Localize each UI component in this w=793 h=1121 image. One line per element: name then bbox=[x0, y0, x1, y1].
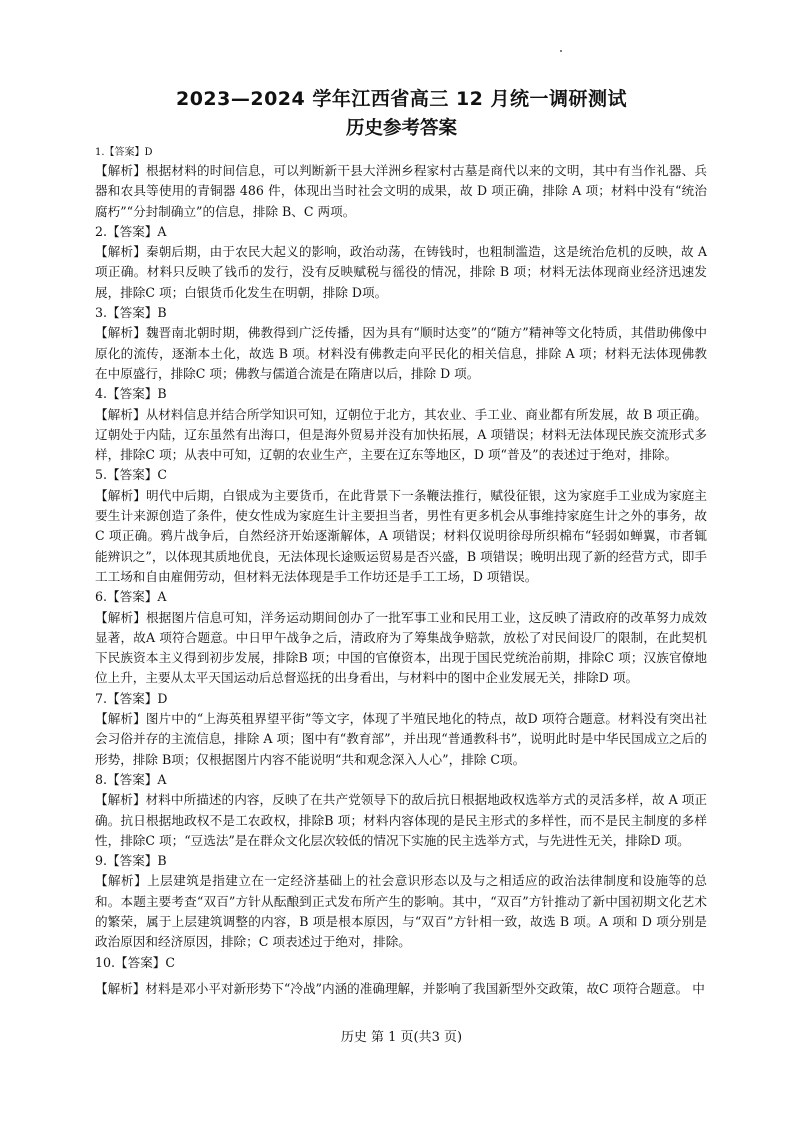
analysis-text: 【解析】秦朝后期，由于农民大起义的影响，政治动荡，在铸钱时，也粗制滥造，这是统治危机的反映，故 A 项正确。材料只反映了钱币的发行，没有反映赋税与徭役的情况，排除 B 项；材料无法体现商业经济迅速发展，排除C 项；白银货币化发生在明朝，排除 D项。 bbox=[95, 244, 707, 300]
answer-label: 2.【答案】A bbox=[95, 223, 167, 239]
answer-label: 4.【答案】B bbox=[95, 386, 167, 402]
analysis-text: 【解析】图片中的“上海英租界望平街”等文字，体现了半殖民地化的特点，故D 项符合题意。材料没有突出社会习俗并存的主流信息，排除 A 项；图中有“教育部”，并出现“普通教科书”，说明此时是中华民国成立之后的形势，排除 B项；仅根据图片内容不能说明“共和观念深入人心”，排除 C项。 bbox=[95, 711, 707, 767]
answer-label: 3.【答案】B bbox=[95, 305, 167, 321]
analysis-text: 【解析】从材料信息并结合所学知识可知，辽朝位于北方，其农业、手工业、商业都有所发展，故 B 项正确。辽朝处于内陆，辽东虽然有出海口，但是海外贸易并没有加快拓展，A 项错误；材料无法体现民族交流形式多样，排除C 项；从表中可知，辽朝的农业生产，主要在辽东等地区，D 项“普及”的表述过于绝对，排除。 bbox=[95, 406, 707, 463]
analysis-text: 【解析】明代中后期，白银成为主要货币，在此背景下一条鞭法推行，赋役征银，这为家庭手工业成为家庭主要生计来源创造了条件，使女性成为家庭生计主要担当者，男性有更多机会从事维持家庭生计之外的事务，故C 项正确。鸦片战争后，自然经济开始逐渐解体，A 项错误；材料仅说明徐母所织棉布“轻弱如蝉翼，市者辄能辨识之”，以体现其质地优良，无法体现长途贩运贸易是否兴盛，B 项错误；晚明出现了新的经营方式，即手工工场和自由雇佣劳动，但材料无法体现是手工作坊还是手工工场，D 项错误。 bbox=[95, 487, 707, 584]
analysis-text: 【解析】材料是邓小平对新形势下“冷战”内涵的准确理解，并影响了我国新型外交政策，故C 项符合题意。 中 bbox=[95, 980, 705, 996]
analysis-text: 【解析】根据图片信息可知，洋务运动期间创办了一批军事工业和民用工业，这反映了清政府的改革努力成效显著，故A 项符合题意。中日甲午战争之后，清政府为了筹集战争赔款，放松了对民间设厂的限制，在此契机下民族资本主义得到初步发展，排除B 项；中国的官僚资本，出现于国民党统治前期，排除C 项；汉族官僚地位上升，主要从太平天国运动后总督巡抚的出身看出，与材料中的图中企业发展无关，排除D 项。 bbox=[95, 609, 707, 686]
answer-label: 6.【答案】A bbox=[95, 589, 167, 605]
answer-label: 5.【答案】C bbox=[95, 467, 168, 483]
analysis-text: 【解析】魏晋南北朝时期，佛教得到广泛传播，因为具有“顺时达变”的“随方”精神等文化特质，其借助佛像中原化的流传，逐渐本土化，故选 B 项。材料没有佛教走向平民化的相关信息，排除 A 项；材料无法体现佛教在中原盛行，排除C 项；佛教与儒道合流是在隋唐以后，排除 D 项。 bbox=[95, 325, 707, 381]
analysis-text: 【解析】材料中所描述的内容，反映了在共产党领导下的敌后抗日根据地政权选举方式的灵活多样，故 A 项正确。抗日根据地政权不是工农政权，排除B 项；材料内容体现的是民主形式的多样性，而不是民主制度的多样性，排除C 项；“豆选法”是在群众文化层次较低的情况下实施的民主选举方式，与先进性无关，排除D 项。 bbox=[95, 792, 707, 848]
analysis-text: 【解析】根据材料的时间信息，可以判断新干县大洋洲乡程家村古墓是商代以来的文明，其中有当作礼器、兵器和农具等使用的青铜器 486 件，体现出当时社会文明的成果，故 D 项正确，排除 A 项；材料中没有“统治腐朽”“分封制确立”的信息，排除 B、C 两项。 bbox=[95, 163, 707, 219]
scan-dot bbox=[560, 50, 562, 52]
answer-label: 9.【答案】B bbox=[95, 853, 167, 869]
answer-label: 7.【答案】D bbox=[95, 690, 168, 706]
answer-label: 1.【答案】D bbox=[95, 147, 153, 158]
answer-label: 10.【答案】C bbox=[95, 954, 176, 970]
page-footer: 历史 第 1 页(共3 页) bbox=[340, 1030, 463, 1045]
document-title: 2023—2024 学年江西省高三 12 月统一调研测试 bbox=[175, 88, 628, 110]
answer-label: 8.【答案】A bbox=[95, 771, 167, 787]
document-subtitle: 历史参考答案 bbox=[345, 118, 457, 139]
answer-list bbox=[95, 145, 707, 999]
analysis-text: 【解析】上层建筑是指建立在一定经济基础上的社会意识形态以及与之相适应的政治法律制度和设施等的总和。本题主要考查“双百”方针从酝酿到正式发布所产生的影响。其中，“双百”方针推动了新中国初期文化艺术的繁荣，属于上层建筑调整的内容，B 项是根本原因，与“双百”方针相一致，故选 B 项。A 项和 D 项分别是政治原因和经济原因，排除；C 项表述过于绝对，排除。 bbox=[95, 873, 707, 950]
